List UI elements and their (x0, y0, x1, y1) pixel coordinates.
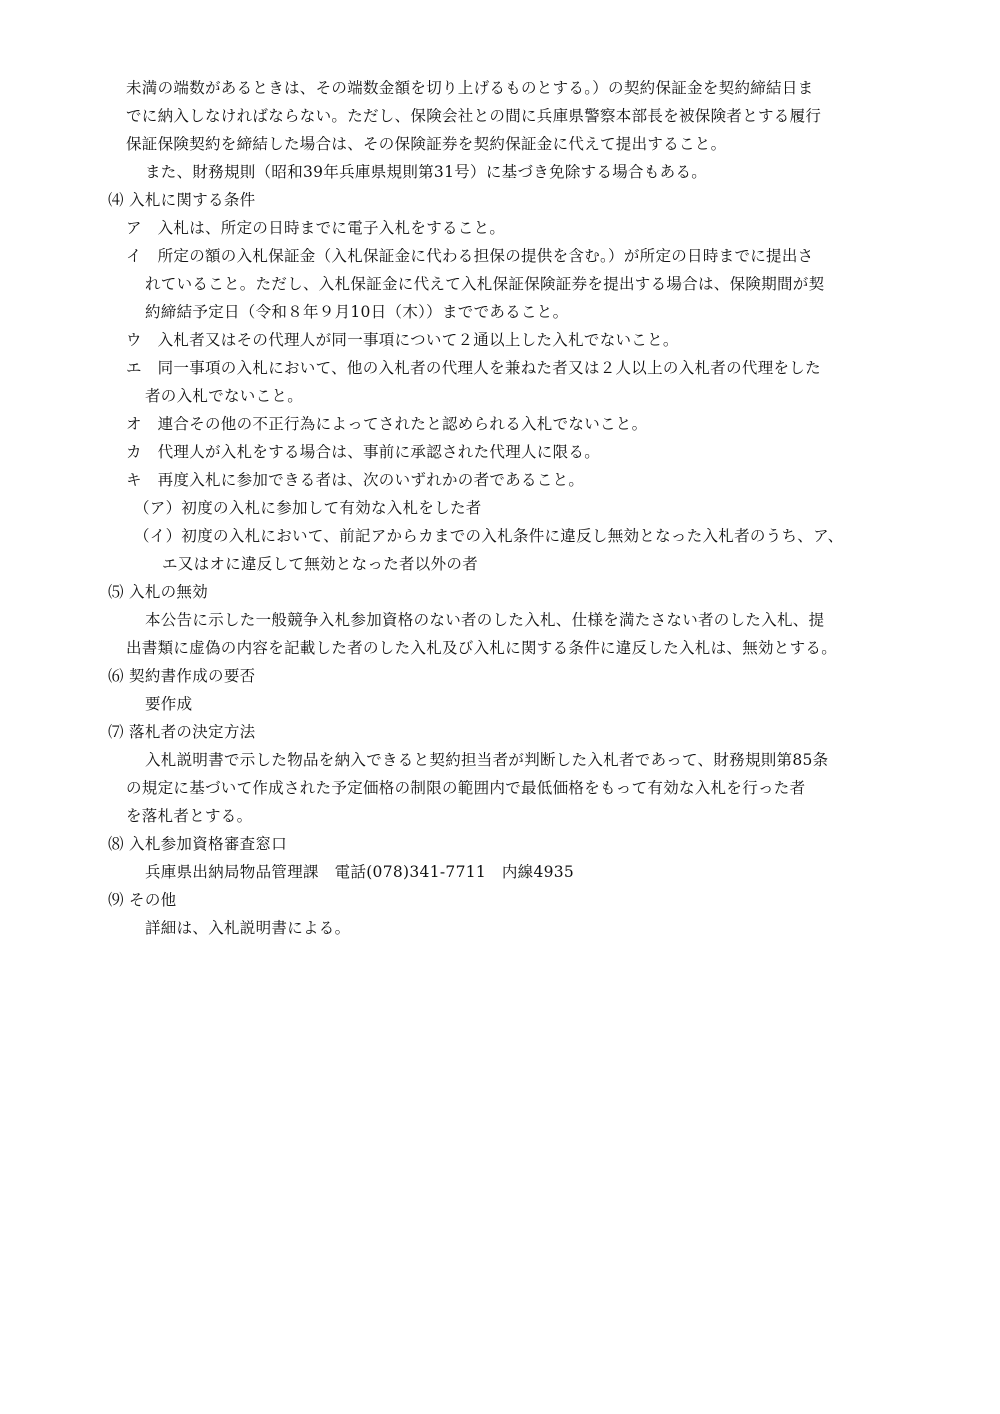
section-heading: ⑻ 入札参加資格審査窓口 (108, 835, 288, 853)
sub-list-item: （ア）初度の入札に参加して有効な入札をした者 (134, 499, 482, 517)
section-heading: ⑹ 契約書作成の要否 (108, 667, 256, 685)
list-item: キ 再度入札に参加できる者は、次のいずれかの者であること。 (126, 471, 585, 489)
section-heading: ⑷ 入札に関する条件 (108, 191, 256, 209)
text-line: 保証保険契約を締結した場合は、その保険証券を契約保証金に代えて提出すること。 (126, 135, 727, 153)
list-item: ウ 入札者又はその代理人が同一事項について２通以上した入札でないこと。 (126, 331, 679, 349)
list-item: ア 入札は、所定の日時までに電子入札をすること。 (126, 219, 506, 237)
text-line: エ又はオに違反して無効となった者以外の者 (162, 555, 479, 573)
text-line: また、財務規則（昭和39年兵庫県規則第31号）に基づき免除する場合もある。 (145, 163, 708, 181)
text-line: 要作成 (145, 695, 193, 713)
text-line: 入札説明書で示した物品を納入できると契約担当者が判断した入札者であって、財務規則第85条 (145, 751, 829, 769)
text-line: 者の入札でないこと。 (145, 387, 304, 405)
list-item: エ 同一事項の入札において、他の入札者の代理人を兼ねた者又は２人以上の入札者の代理をした (126, 359, 821, 377)
text-line: 詳細は、入札説明書による。 (145, 919, 351, 937)
text-line: の規定に基づいて作成された予定価格の制限の範囲内で最低価格をもって有効な入札を行った者 (126, 779, 806, 797)
list-item: イ 所定の額の入札保証金（入札保証金に代わる担保の提供を含む。）が所定の日時までに提出さ (126, 247, 814, 265)
list-item: カ 代理人が入札をする場合は、事前に承認された代理人に限る。 (126, 443, 601, 461)
sub-list-item: （イ）初度の入札において、前記アからカまでの入札条件に違反し無効となった入札者のうち、ア、 (134, 527, 844, 545)
text-line: 出書類に虚偽の内容を記載した者のした入札及び入札に関する条件に違反した入札は、無効とする。 (126, 639, 838, 657)
text-line: 未満の端数があるときは、その端数金額を切り上げるものとする。）の契約保証金を契約締結日ま (126, 79, 814, 97)
text-line: を落札者とする。 (126, 807, 253, 825)
text-line: 本公告に示した一般競争入札参加資格のない者のした入札、仕様を満たさない者のした入札、提 (145, 611, 825, 629)
section-heading: ⑼ その他 (108, 891, 177, 909)
section-heading: ⑺ 落札者の決定方法 (108, 723, 256, 741)
text-line: れていること。ただし、入札保証金に代えて入札保証保険証券を提出する場合は、保険期間が契 (145, 275, 825, 293)
text-line: 兵庫県出納局物品管理課 電話(078)341-7711 内線4935 (145, 863, 575, 881)
text-line: でに納入しなければならない。ただし、保険会社との間に兵庫県警察本部長を被保険者とする履行 (126, 107, 822, 125)
text-line: 約締結予定日（令和８年９月10日（木））までであること。 (145, 303, 569, 321)
section-heading: ⑸ 入札の無効 (108, 583, 209, 601)
list-item: オ 連合その他の不正行為によってされたと認められる入札でないこと。 (126, 415, 648, 433)
